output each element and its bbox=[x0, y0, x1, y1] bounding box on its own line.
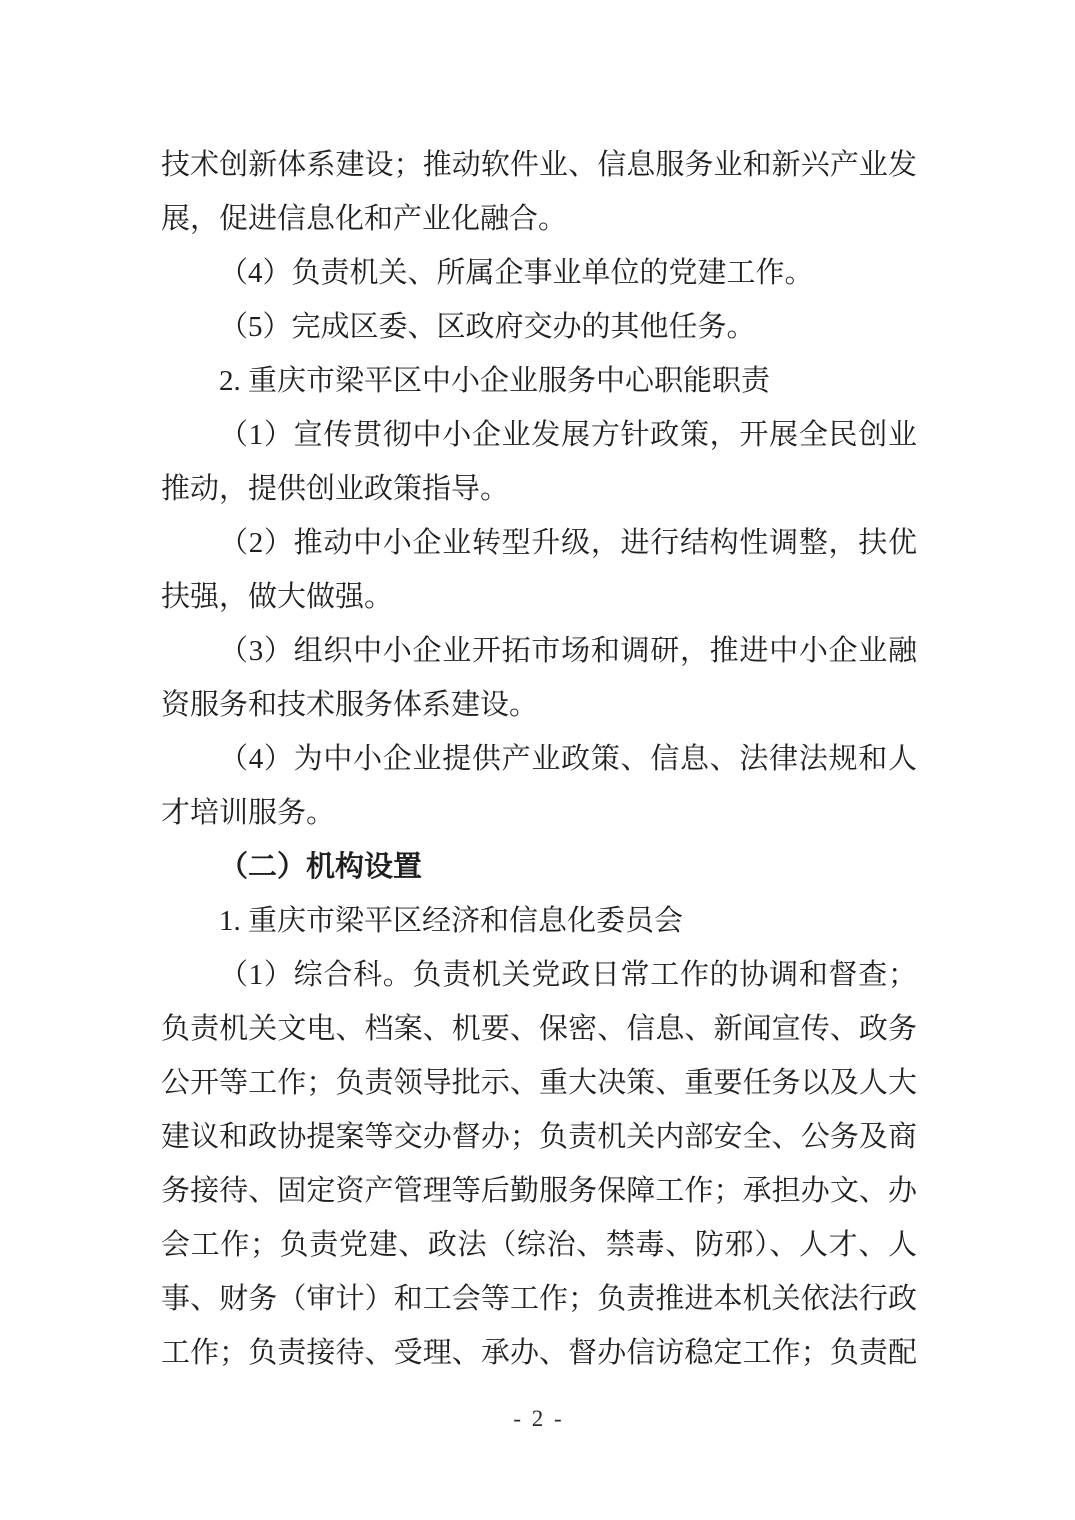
text-line: 务接待、固定资产管理等后勤服务保障工作；承担办文、办 bbox=[161, 1175, 917, 1207]
text-line: （1）宣传贯彻中小企业发展方针政策，开展全民创业 bbox=[219, 419, 917, 451]
page-number: - 2 - bbox=[513, 1406, 562, 1431]
text-line: （1）综合科。负责机关党政日常工作的协调和督查； bbox=[219, 959, 917, 991]
text-line: 公开等工作；负责领导批示、重大决策、重要任务以及人大 bbox=[161, 1067, 917, 1099]
text-line: 展，促进信息化和产业化融合。 bbox=[161, 203, 568, 235]
text-line: 才培训服务。 bbox=[161, 797, 336, 829]
text-line: 工作；负责接待、受理、承办、督办信访稳定工作；负责配 bbox=[161, 1337, 917, 1369]
text-line: 推动，提供创业政策指导。 bbox=[161, 473, 510, 505]
text-line: 2. 重庆市梁平区中小企业服务中心职能职责 bbox=[219, 365, 771, 397]
text-line: 建议和政协提案等交办督办；负责机关内部安全、公务及商 bbox=[161, 1121, 917, 1153]
section-heading: （二）机构设置 bbox=[219, 851, 423, 883]
text-line: （2）推动中小企业转型升级，进行结构性调整，扶优 bbox=[219, 527, 917, 559]
text-line: 技术创新体系建设；推动软件业、信息服务业和新兴产业发 bbox=[161, 149, 917, 181]
text-line: 负责机关文电、档案、机要、保密、信息、新闻宣传、政务 bbox=[161, 1013, 917, 1045]
text-line: （3）组织中小企业开拓市场和调研，推进中小企业融 bbox=[219, 635, 917, 667]
text-line: 1. 重庆市梁平区经济和信息化委员会 bbox=[219, 905, 684, 937]
text-line: 扶强，做大做强。 bbox=[161, 581, 394, 613]
document-body bbox=[161, 138, 917, 1380]
text-line: （4）负责机关、所属企事业单位的党建工作。 bbox=[219, 257, 814, 289]
text-line: 资服务和技术服务体系建设。 bbox=[161, 689, 539, 721]
text-line: （4）为中小企业提供产业政策、信息、法律法规和人 bbox=[219, 743, 917, 775]
text-line: 会工作；负责党建、政法（综治、禁毒、防邪）、人才、人 bbox=[161, 1229, 917, 1261]
text-line: （5）完成区委、区政府交办的其他任务。 bbox=[219, 311, 756, 343]
text-line: 事、财务（审计）和工会等工作；负责推进本机关依法行政 bbox=[161, 1283, 917, 1315]
